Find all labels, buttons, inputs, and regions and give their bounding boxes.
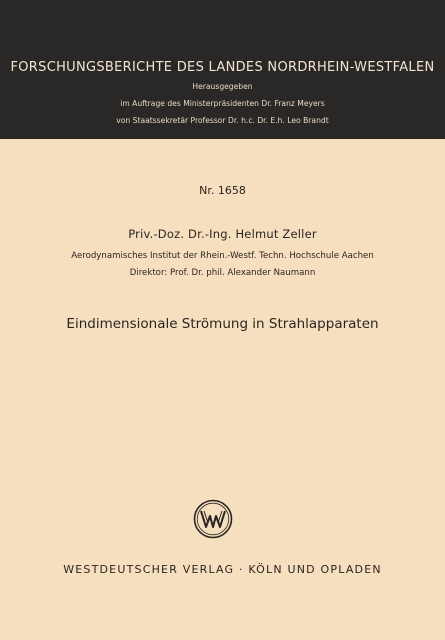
editor-line-1: Herausgegeben: [192, 82, 253, 91]
editor-line-2: im Auftrage des Ministerpräsidenten Dr. Franz Meyers: [120, 99, 325, 108]
book-title: Eindimensionale Strömung in Strahlapparaten: [66, 316, 379, 332]
publisher-w-logo-icon: [193, 499, 233, 539]
publisher-line: WESTDEUTSCHER VERLAG · KÖLN UND OPLADEN: [63, 563, 382, 576]
director-line: Direktor: Prof. Dr. phil. Alexander Naumann: [129, 268, 316, 278]
institute-line: Aerodynamisches Institut der Rhein.-Westf. Techn. Hochschule Aachen: [71, 251, 374, 261]
editor-line-3: von Staatssekretär Professor Dr. h.c. Dr. E.h. Leo Brandt: [116, 116, 329, 125]
series-title: FORSCHUNGSBERICHTE DES LANDES NORDRHEIN-WESTFALEN: [10, 60, 435, 75]
report-number: Nr. 1658: [199, 184, 246, 197]
header-band: [0, 0, 445, 139]
author-name: Priv.-Doz. Dr.-Ing. Helmut Zeller: [128, 227, 317, 241]
